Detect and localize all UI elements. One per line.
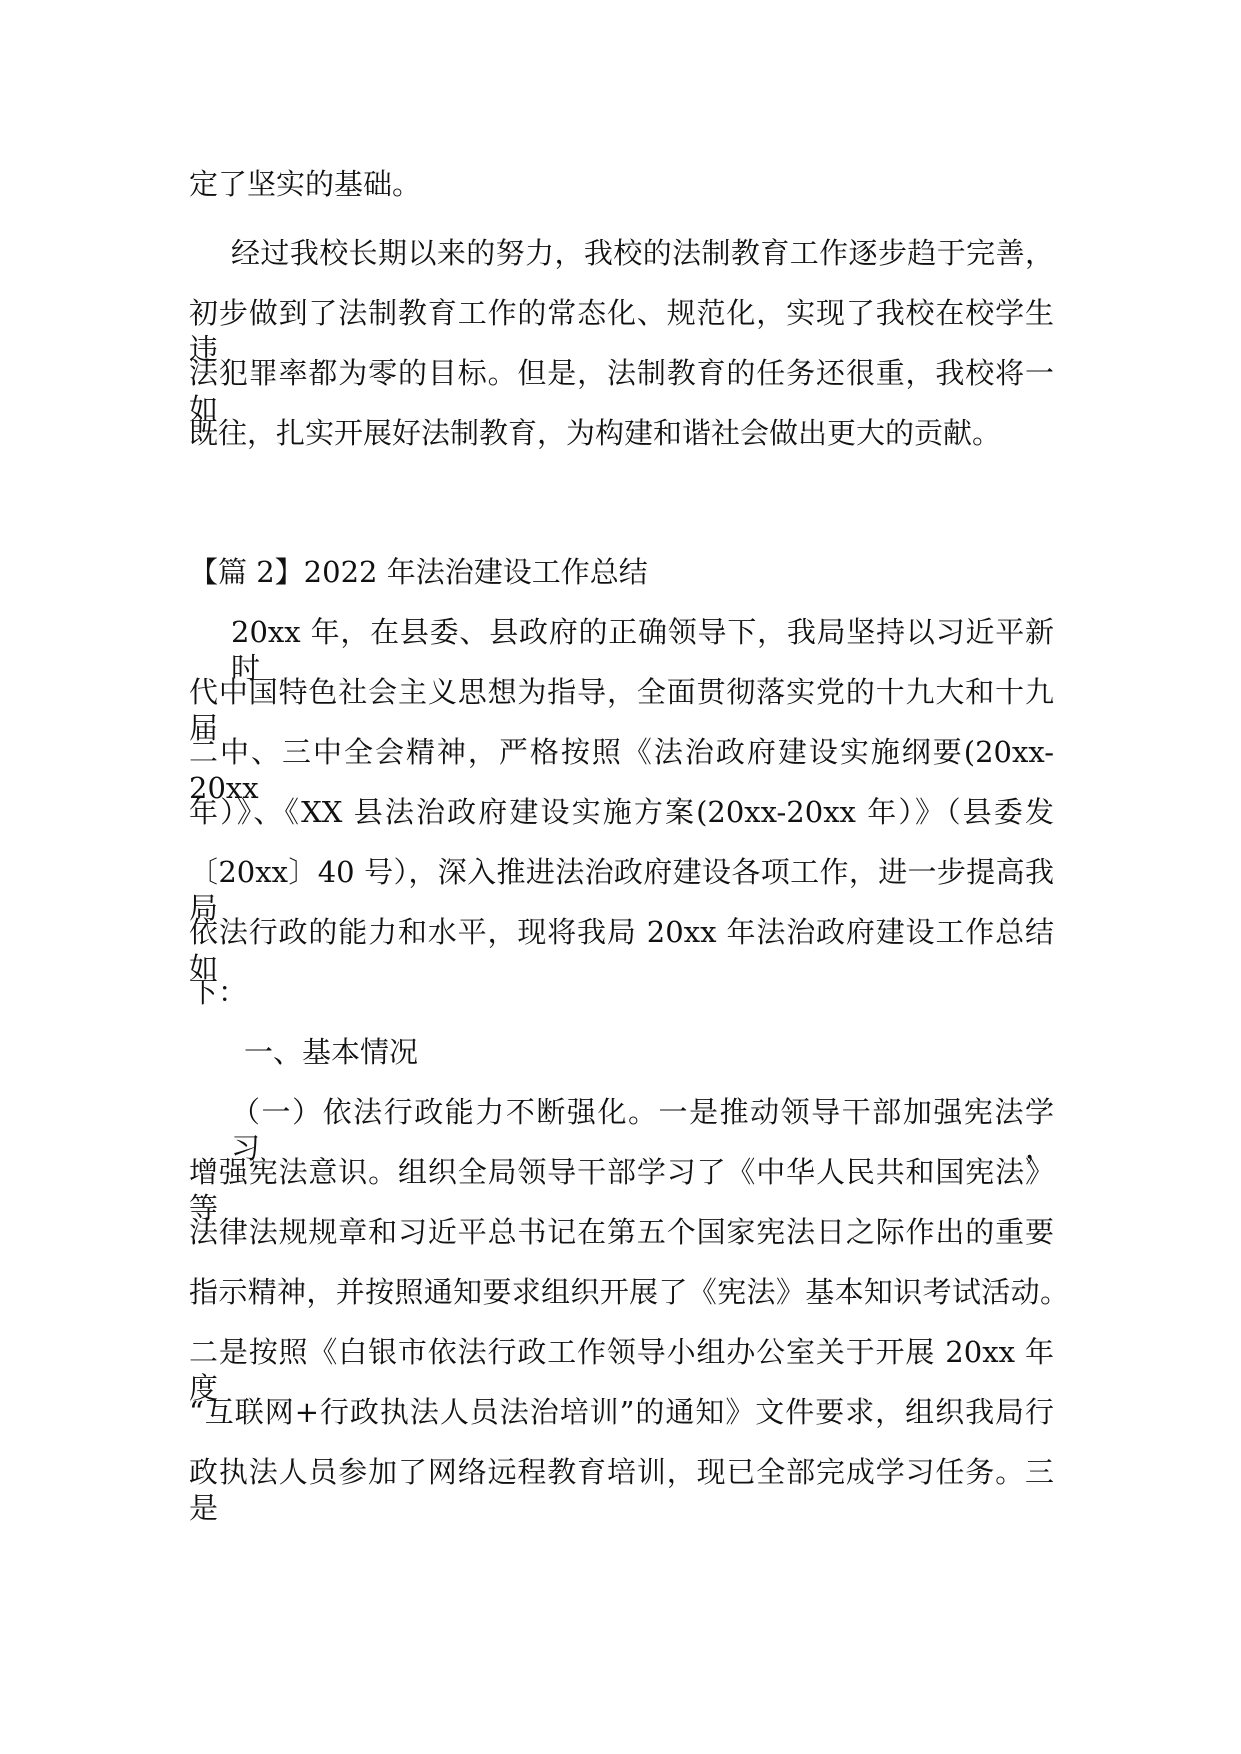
text-line: 二中、三中全会精神，严格按照《法治政府建设实施纲要(20xx-20xx [189, 735, 1054, 805]
paragraph-first-line: （一）依法行政能力不断强化。一是推动领导干部加强宪法学习， [231, 1095, 1054, 1165]
text-line: 代中国特色社会主义思想为指导，全面贯彻落实党的十九大和十九届 [189, 675, 1054, 745]
section-heading: 【篇 2】2022 年法治建设工作总结 [189, 555, 648, 589]
text-line: 〔20xx〕40 号），深入推进法治政府建设各项工作，进一步提高我局 [189, 855, 1054, 925]
paragraph-first-line: 经过我校长期以来的努力，我校的法制教育工作逐步趋于完善， [231, 236, 1054, 270]
text-line: 依法行政的能力和水平，现将我局 20xx 年法治政府建设工作总结如 [189, 915, 1054, 985]
text-line: 增强宪法意识。组织全局领导干部学习了《中华人民共和国宪法》等 [189, 1155, 1054, 1225]
paragraph-first-line: 20xx 年，在县委、县政府的正确领导下，我局坚持以习近平新时 [231, 615, 1054, 685]
text-line: 定了坚实的基础。 [189, 167, 422, 201]
text-line: 二是按照《白银市依法行政工作领导小组办公室关于开展 20xx 年度 [189, 1335, 1054, 1405]
text-line: 政执法人员参加了网络远程教育培训，现已全部完成学习任务。三是 [189, 1455, 1054, 1525]
text-line: “互联网+行政执法人员法治培训”的通知》文件要求，组织我局行 [189, 1395, 1054, 1429]
text-line: 初步做到了法制教育工作的常态化、规范化，实现了我校在校学生违 [189, 296, 1054, 366]
subsection-heading: 一、基本情况 [244, 1035, 419, 1069]
text-line: 下： [189, 975, 248, 1009]
text-line: 年）》、《XX 县法治政府建设实施方案(20xx-20xx 年）》（县委发 [189, 795, 1054, 829]
text-line: 法律法规规章和习近平总书记在第五个国家宪法日之际作出的重要 [189, 1215, 1054, 1249]
text-line: 既往，扎实开展好法制教育，为构建和谐社会做出更大的贡献。 [189, 416, 1002, 450]
text-line: 指示精神，并按照通知要求组织开展了《宪法》基本知识考试活动。 [189, 1275, 1069, 1309]
text-line: 法犯罪率都为零的目标。但是，法制教育的任务还很重，我校将一如 [189, 356, 1054, 426]
